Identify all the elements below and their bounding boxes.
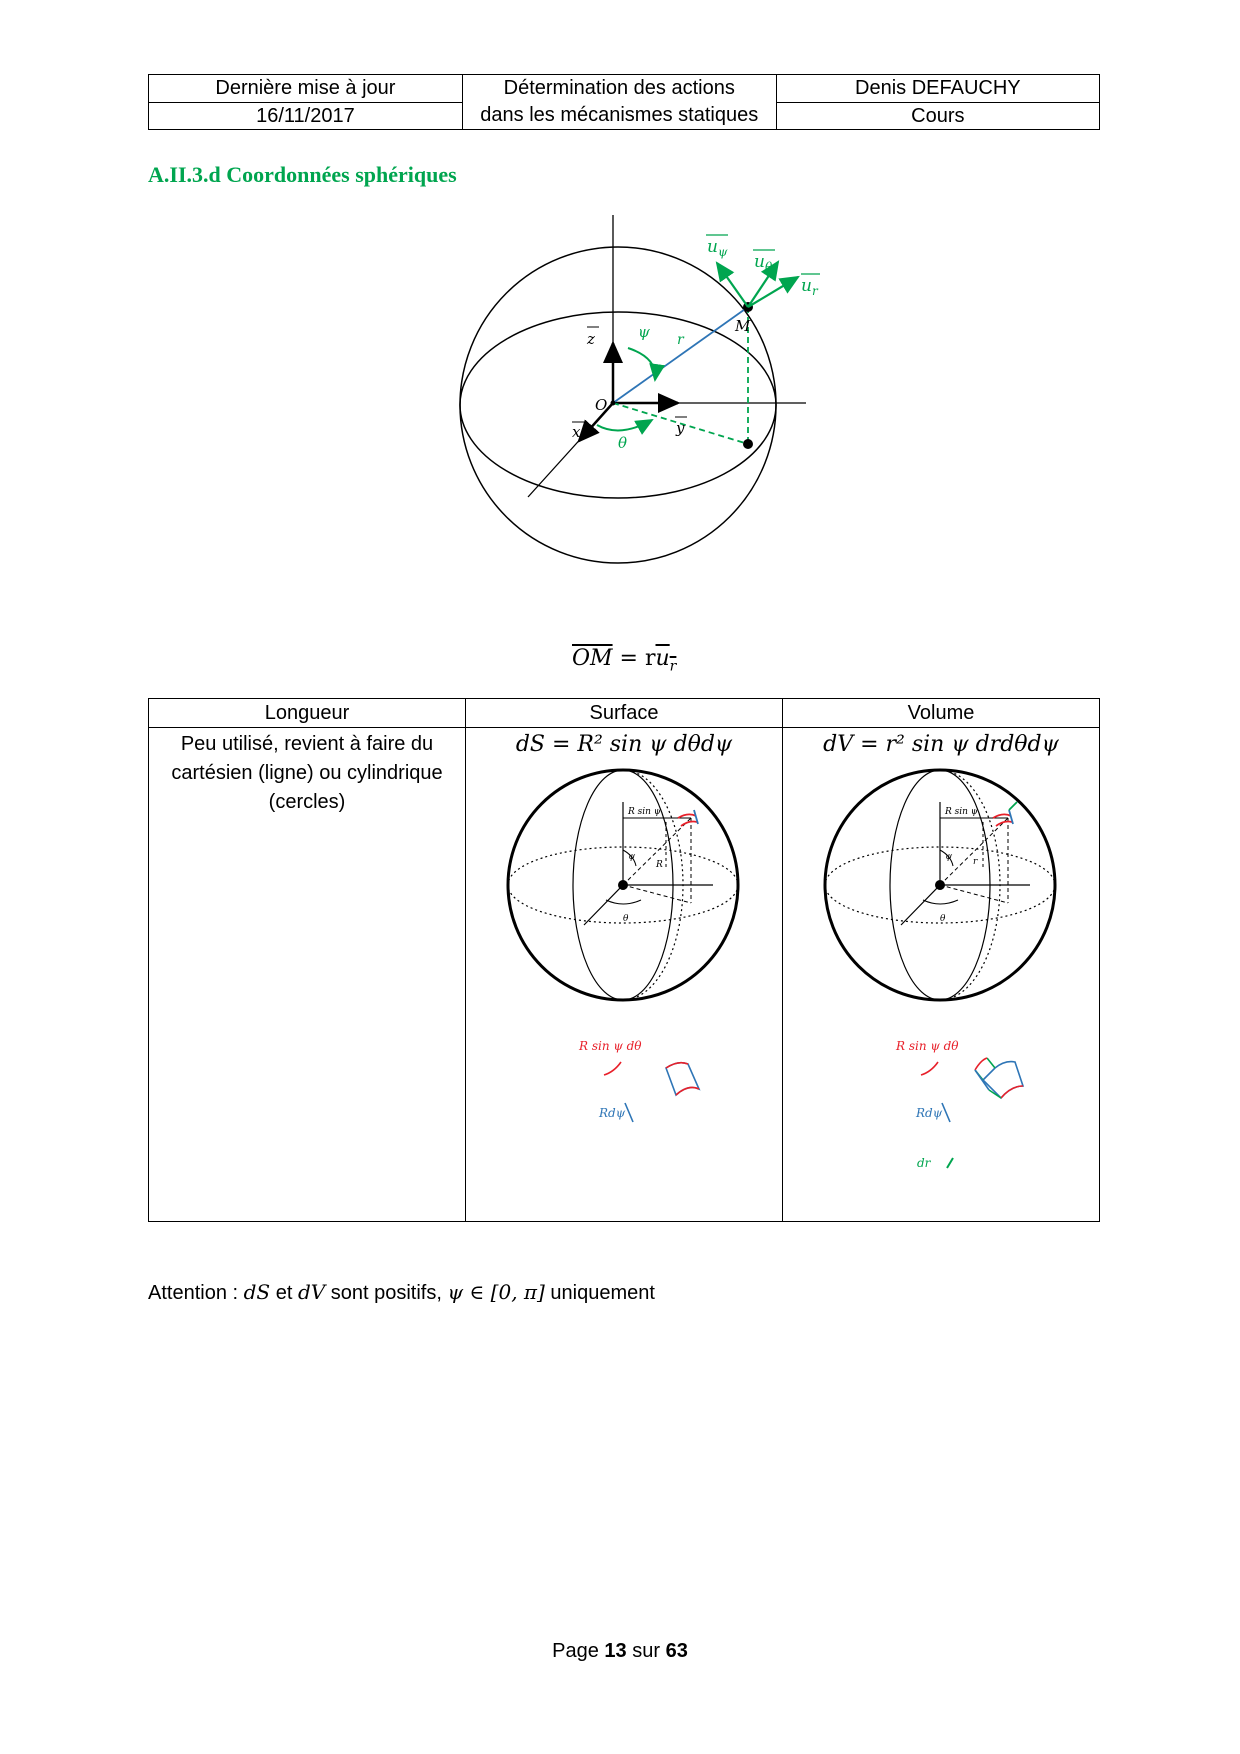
psi-label: ψ bbox=[638, 323, 650, 341]
om-vector: $\overline{OM}$ bbox=[572, 646, 613, 671]
O-label: O bbox=[595, 396, 608, 414]
spherical-coordinates-figure bbox=[440, 210, 820, 585]
volume-rsinpsi-label: R sin ψ bbox=[945, 807, 978, 817]
longueur-text: Peu utilisé, revient à faire du cartésien (ligne) ou cylindrique (cercles) bbox=[171, 733, 443, 813]
section-title: A.II.3.d Coordonnées sphériques bbox=[148, 162, 457, 187]
update-date: 16/11/2017 bbox=[149, 102, 463, 130]
M-label: M bbox=[735, 317, 751, 335]
volume-legend-rsin: R sin ψ dθ bbox=[896, 1039, 959, 1053]
header-volume: Volume bbox=[783, 699, 1100, 728]
cell-longueur bbox=[149, 728, 466, 1222]
doc-type: Cours bbox=[776, 102, 1099, 130]
cell-volume bbox=[783, 728, 1100, 1222]
surface-element-figure bbox=[466, 760, 781, 1200]
z-label: z bbox=[587, 330, 595, 348]
r-label: r bbox=[677, 332, 684, 348]
surface-legend-rsin: R sin ψ dθ bbox=[579, 1039, 642, 1053]
attention-note: Attention : dS et dV sont positifs, ψ ∈ [0, π] uniquement bbox=[148, 1280, 655, 1304]
u-psi-label: $u_\psi$ bbox=[707, 237, 728, 259]
om-formula: $\overline{OM} = ru_r$ bbox=[572, 646, 677, 675]
volume-formula: dV = r² sin ψ drdθdψ bbox=[823, 732, 1059, 757]
volume-psi-label: ψ bbox=[945, 852, 953, 862]
x-label: x bbox=[572, 423, 581, 441]
point-projection bbox=[743, 439, 753, 449]
last-update-label: Dernière mise à jour bbox=[149, 75, 463, 103]
volume-legend-dr: dr bbox=[917, 1156, 931, 1170]
author: Denis DEFAUCHY bbox=[776, 75, 1099, 103]
theta-angle-arc bbox=[597, 420, 652, 430]
cell-surface bbox=[466, 728, 783, 1222]
y-label: y bbox=[676, 419, 685, 437]
u-r-arrow bbox=[748, 277, 798, 307]
volume-legend-rdpsi: Rdψ bbox=[916, 1106, 943, 1120]
volume-r-label: r bbox=[973, 857, 978, 867]
surface-rsinpsi-label: R sin ψ bbox=[628, 807, 661, 817]
om-vector-line bbox=[613, 307, 748, 403]
u-theta-label: $u_\theta$ bbox=[754, 252, 773, 274]
volume-element-figure bbox=[783, 760, 1098, 1200]
header-longueur: Longueur bbox=[149, 699, 466, 728]
title-line1: Détermination des actions bbox=[503, 77, 735, 99]
title-line2: dans les mécanismes statiques bbox=[480, 104, 759, 126]
page-footer: Page 13 sur 63 bbox=[552, 1640, 688, 1662]
integration-elements-table bbox=[148, 698, 1100, 1222]
u-r-label: $u_r$ bbox=[801, 276, 818, 298]
document-title bbox=[462, 75, 776, 130]
surface-R-label: R bbox=[656, 860, 663, 870]
page-total: 63 bbox=[665, 1640, 688, 1662]
surface-theta-label: θ bbox=[623, 914, 629, 924]
surface-formula: dS = R² sin ψ dθdψ bbox=[515, 732, 733, 757]
page-number: 13 bbox=[604, 1640, 627, 1662]
header-surface: Surface bbox=[466, 699, 783, 728]
theta-label: θ bbox=[618, 434, 628, 452]
surface-legend-rdpsi: Rdψ bbox=[599, 1106, 626, 1120]
volume-theta-label: θ bbox=[940, 914, 946, 924]
header-table bbox=[148, 74, 1100, 130]
surface-psi-label: ψ bbox=[628, 852, 636, 862]
